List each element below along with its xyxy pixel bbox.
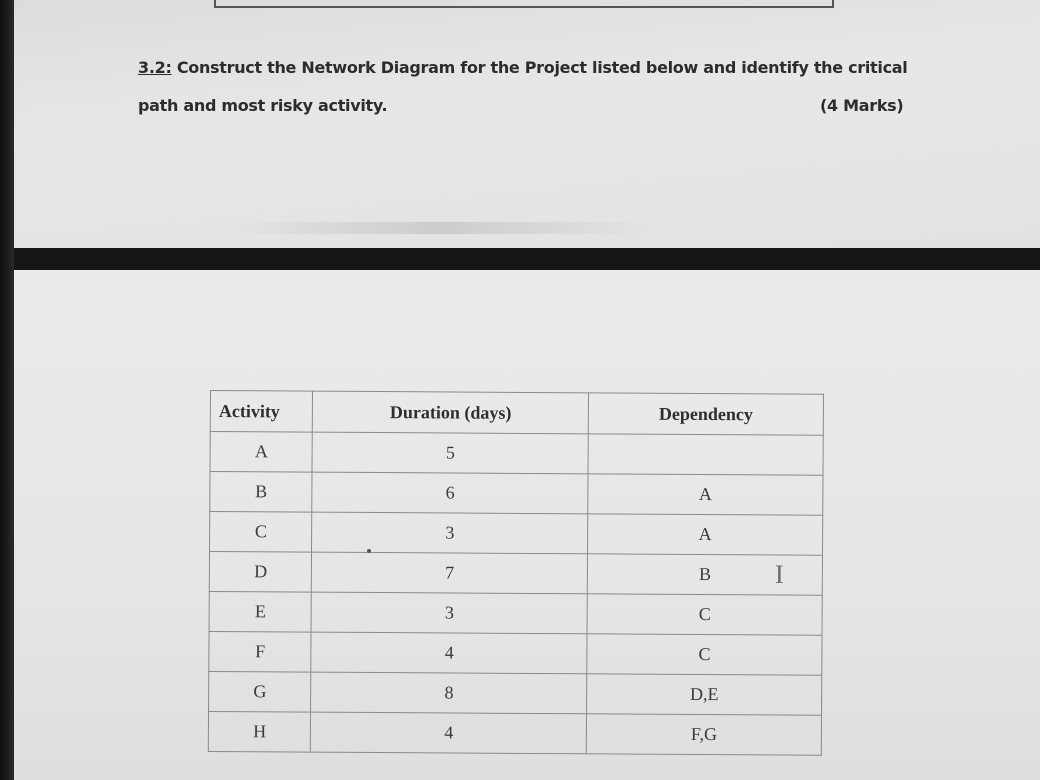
table-row <box>208 711 821 755</box>
table-row <box>210 512 823 556</box>
cell-dependency: B <box>587 554 822 595</box>
cell-dependency: C <box>587 634 822 675</box>
text-cursor-icon: I <box>775 560 784 589</box>
cell-duration: 4 <box>311 712 587 754</box>
table-row <box>209 591 822 635</box>
cell-activity: D <box>209 552 312 593</box>
cell-dependency: A <box>588 514 823 555</box>
cell-duration: 6 <box>312 472 588 514</box>
question-line-1 <box>138 58 907 77</box>
cell-activity: A <box>210 432 313 473</box>
header-duration: Duration (days) <box>313 391 589 434</box>
question-text-line-1: Construct the Network Diagram for the Project listed below and identify the critical <box>176 58 908 77</box>
table-row <box>209 552 822 596</box>
table-row <box>210 472 823 516</box>
cell-dependency: C <box>587 594 822 635</box>
question-marks: (4 Marks) <box>820 96 904 115</box>
header-dependency: Dependency <box>588 393 823 435</box>
cell-activity: G <box>209 671 312 712</box>
previous-table-border <box>214 0 834 8</box>
question-text-line-2: path and most risky activity. <box>138 96 388 115</box>
table-row <box>209 671 822 715</box>
cell-duration: 3 <box>311 592 587 634</box>
cell-duration: 8 <box>311 672 587 714</box>
cell-duration: 3 <box>312 512 588 554</box>
ink-dot <box>367 549 371 553</box>
cell-activity: F <box>209 631 312 672</box>
cell-duration: 5 <box>312 432 588 474</box>
page-divider-band <box>14 248 1040 270</box>
cell-activity: E <box>209 591 312 632</box>
cell-activity: C <box>210 512 313 553</box>
cell-activity: B <box>210 472 313 513</box>
cell-activity: H <box>208 711 311 752</box>
cell-dependency <box>588 434 823 475</box>
photo-left-edge <box>0 0 14 780</box>
cell-duration: 7 <box>312 552 588 594</box>
activity-dependency-table <box>208 390 824 756</box>
cell-dependency: A <box>588 474 823 515</box>
cell-duration: 4 <box>311 632 587 674</box>
table-header-row <box>210 391 823 436</box>
cell-dependency: D,E <box>587 674 822 715</box>
question-number: 3.2: <box>138 58 172 77</box>
bleed-through-smudge <box>230 222 650 234</box>
header-activity: Activity <box>210 391 313 433</box>
cell-dependency: F,G <box>586 714 821 755</box>
table-row <box>210 432 823 476</box>
page-upper-sheet <box>14 0 1040 252</box>
table-row <box>209 631 822 675</box>
